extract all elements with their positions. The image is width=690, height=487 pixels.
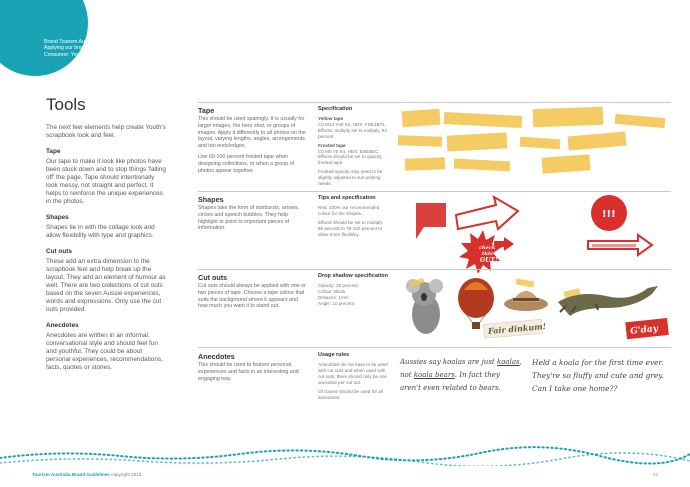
- left-column: [46, 124, 166, 380]
- tape-piece: [454, 159, 510, 172]
- spec-sub: Yellow tape: [318, 116, 344, 121]
- spec-text: C0 M0 Y0 K4, HEX: EBEBEC. Effects should be set to opacity, frosted tape: [318, 148, 383, 166]
- tape-piece: [447, 132, 508, 151]
- cutouts-spec-title: Drop shadow specification: [318, 273, 388, 279]
- gday-text: G'day: [629, 323, 659, 337]
- section-heading: Shapes: [46, 214, 69, 221]
- spec-text: Effects should be set to multiply 85 percent to 75-100 percent to allow more flexibility.: [318, 219, 383, 237]
- outline-arrow-shape: [456, 197, 518, 229]
- intro-text: The next few elements help create Youth's scrapbook look and feel.: [46, 124, 166, 139]
- shapes-body-text: Shapes take the form of starbursts, arrows, circles and speech bubbles. They help highlight or point to important pieces of information.: [198, 205, 300, 232]
- starburst-text-3: OUT!: [480, 257, 498, 264]
- gday-cutout: [625, 318, 669, 339]
- spec-text: Colour: Black: [318, 288, 346, 294]
- shapes-body: [198, 205, 306, 236]
- spec-text: Of course should be used for all anecdotes.: [318, 388, 383, 400]
- badge-line: Consumer: Youth: [44, 51, 84, 58]
- spec-text: Red: 100% our recommended colour for the shapes.: [318, 205, 380, 216]
- footer-brand: Tourism Australia Brand Guidelines: [32, 472, 110, 477]
- tape-piece: [405, 157, 445, 170]
- anecdotes-body: [198, 362, 306, 386]
- badge-line: Brand Tourism Australia: [44, 39, 99, 45]
- section-text: These add an extra dimension to the scrapbook feel and help break up the layout. They add an element of humour as well. There are two collections of cut outs based on the seven Aussie experiences, words and expressions. Only use the cut outs provided.: [46, 258, 166, 313]
- header-badge-text: [44, 39, 99, 58]
- speech-bubble-shape: [416, 203, 446, 239]
- note-1-part: , not: [400, 358, 522, 379]
- tape-piece: [615, 114, 666, 128]
- shapes-illustration: [396, 193, 676, 273]
- starburst-text-1: check: [479, 245, 496, 251]
- header-badge: [0, 0, 88, 76]
- tape-title: Tape: [198, 106, 215, 115]
- footer-dotted-wave: [0, 444, 690, 466]
- tape-piece: [533, 107, 604, 127]
- row-divider: [198, 269, 671, 270]
- cutouts-title: Cut outs: [198, 273, 228, 282]
- spec-text: Frosted opacity may need to be slightly adjusted to suit printing needs.: [318, 169, 383, 187]
- page-number: 61: [653, 472, 659, 477]
- footer-credit: [32, 472, 141, 477]
- tape-body-text: This should be used sparingly. It is usually for larger images, the hero shot, or groups of images. Apply it differently to all photos on the layout, varying lengths, angles, arrangements and tan ends/edges.: [198, 116, 306, 150]
- note-1-koala-bears: koala bears: [413, 371, 455, 379]
- section-text: Anecdotes are written in an informal, conversational style and should feel fun and youthful. They could be about personal experiences, recommendations, facts, quotes or stories.: [46, 332, 163, 371]
- badge-line: Applying our brand: [44, 45, 88, 52]
- tape-spec-body: [318, 116, 388, 190]
- spec-text: Anecdotes do not have to be used with cut outs and when used with cut outs, there should only be one anecdote per cut out.: [318, 362, 388, 385]
- crocodile-cutout: [558, 286, 658, 316]
- tape-body-text: Use 60-100 percent frosted tape when designing collections, or when a group of photos appear together.: [198, 153, 294, 174]
- tape-piece: [444, 112, 523, 128]
- right-arrow-fill: [592, 244, 636, 247]
- cutouts-body: [198, 283, 306, 314]
- section-heading: Tape: [46, 148, 61, 155]
- tape-piece: [398, 135, 442, 147]
- tape-piece: [520, 137, 561, 150]
- section-text: Our tape to make it look like photos have been stuck down and to stop things 'falling off' the page. Tape should intentionally look messy, not straight and perfect. It helps to reinforce the unique experiences in the photos.: [46, 158, 166, 205]
- koala-cutout: [406, 278, 443, 334]
- shapes-spec-title: Tips and specification: [318, 195, 376, 201]
- spec-text: Distance: 1mm: [318, 294, 349, 300]
- section-text: Shapes tie in with the collage look and allow flexibility with type and graphics.: [46, 224, 155, 239]
- circle-text: !!!: [602, 209, 616, 220]
- fair-dinkum-text: Fair dinkum!: [487, 320, 547, 336]
- starburst-text-2: this: [482, 251, 493, 257]
- starburst-shape: [459, 230, 502, 273]
- shapes-title: Shapes: [198, 195, 224, 204]
- anecdotes-spec-title: Usage rules: [318, 352, 350, 358]
- spec-text: Opacity: 25 percent: [318, 283, 358, 288]
- tape-body: [198, 116, 306, 178]
- tape-piece: [568, 131, 627, 150]
- row-divider: [198, 347, 671, 348]
- note-1-part: Aussies say koalas are just: [400, 358, 495, 366]
- anecdotes-spec-body: [318, 362, 388, 403]
- hat-cutout: [504, 278, 548, 311]
- note-1-part: . In fact they aren't even related to bears.: [400, 371, 501, 392]
- tape-spec-title: Specification: [318, 106, 353, 112]
- section-heading: Anecdotes: [46, 322, 79, 329]
- footer-copyright: copyright 2013: [111, 472, 142, 477]
- fair-dinkum-cutout: [483, 319, 547, 338]
- anecdote-note-1: [400, 356, 522, 395]
- anecdote-note-2: Held a koala for the first time ever. They're so fluffy and cute and grey. Can I take one home??: [532, 358, 664, 393]
- cutouts-body-text: Cut outs should always be applied with one or two pieces of tape. Choose a tape colour that suits the background where it appears and how much you want it to stand out.: [198, 283, 306, 310]
- section-heading: Cut outs: [46, 248, 72, 255]
- spec-text: C0 M14 Y60 K0, HEX: FDE1B71. Effects: multiply set to multiply, 84 percent: [318, 121, 387, 139]
- row-divider: [198, 102, 671, 103]
- cutouts-illustration: [396, 272, 676, 342]
- spec-sub: Frosted tape: [318, 142, 346, 148]
- row-divider: [198, 191, 671, 192]
- tape-piece: [401, 109, 440, 128]
- tape-piece: [542, 154, 591, 173]
- cutouts-spec-body: [318, 283, 388, 307]
- anecdotes-body-text: This should be used to feature personal experiences and facts in an interesting and engaging way.: [198, 362, 299, 382]
- spec-text: Angle: 10 percent: [318, 300, 355, 306]
- page-title: Tools: [46, 95, 86, 114]
- note-1-koalas: koalas: [496, 358, 520, 366]
- shapes-spec-body: [318, 205, 388, 241]
- balloon-cutout: [458, 278, 494, 329]
- anecdotes-title: Anecdotes: [198, 352, 235, 361]
